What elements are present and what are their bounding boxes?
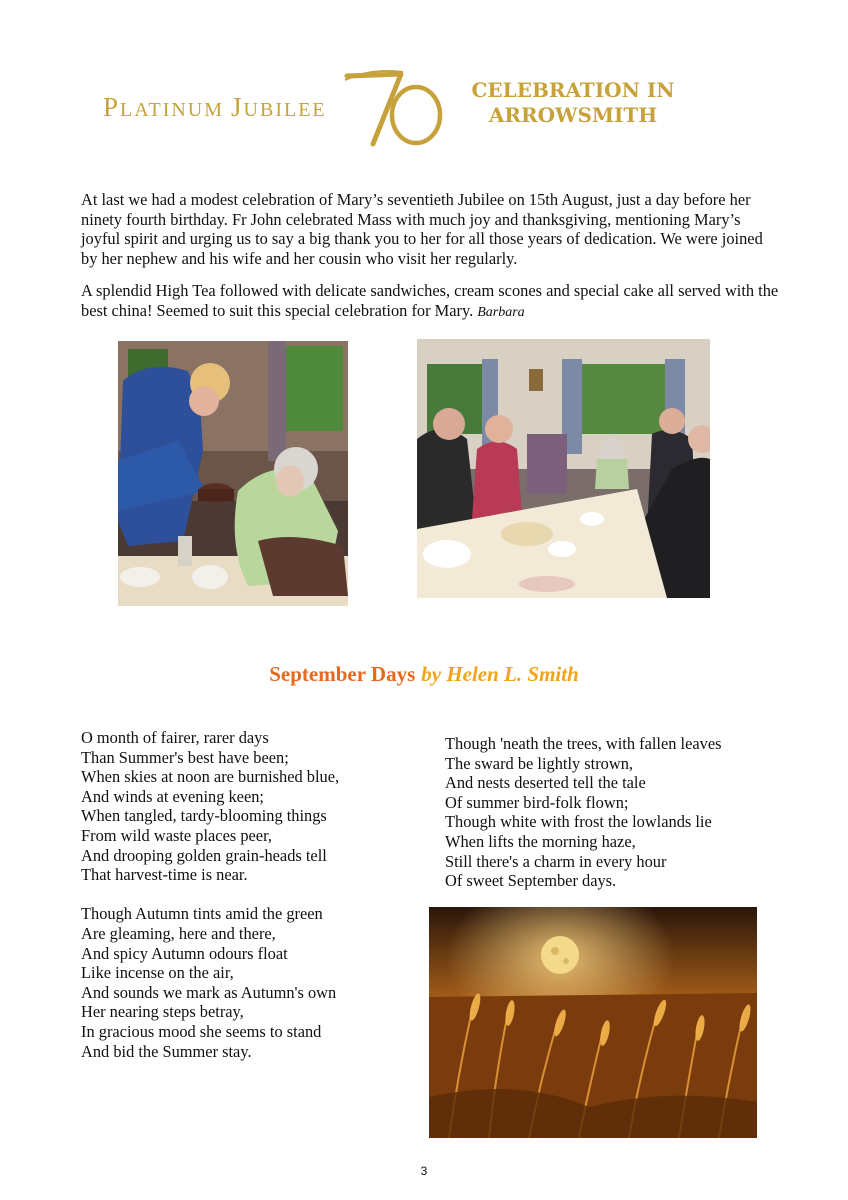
high-tea-group-photo xyxy=(417,339,710,598)
poem-line: Like incense on the air, xyxy=(81,963,234,983)
jubilee-70-logo-icon xyxy=(343,66,445,148)
poem-line: When tangled, tardy-blooming things xyxy=(81,806,327,826)
poem-column-2 xyxy=(445,734,722,891)
article-paragraph-2 xyxy=(81,281,781,322)
poem-line: And spicy Autumn odours float xyxy=(81,943,288,963)
poem-line: Her nearing steps betray, xyxy=(81,1002,244,1022)
author-signature: Barbara xyxy=(477,304,525,320)
poem-byline: by Helen L. Smith xyxy=(421,662,579,686)
poem-line: Though Autumn tints amid the green xyxy=(81,904,323,924)
poem-line: Than Summer's best have been; xyxy=(81,747,289,767)
poem-title-text: September Days xyxy=(269,662,416,686)
poem-line: And drooping golden grain-heads tell xyxy=(81,845,327,865)
poem-line: And nests deserted tell the tale xyxy=(445,773,646,793)
logo-cap-letter: J xyxy=(231,92,244,122)
stanza-break xyxy=(81,885,339,905)
poem-line: In gracious mood she seems to stand xyxy=(81,1021,322,1041)
logo-word: LATINUM xyxy=(120,99,225,121)
poem-line: Are gleaming, here and there, xyxy=(81,923,276,943)
article-paragraph-1: At last we had a modest celebration of Mary’s seventieth Jubilee on 15th August, just a day before her ninety fourth birthday. Fr John celebrated Mass with much joy and thanksgiving, mentioning Mary’s joyful spirit and urging us to say a big thank you to her for all those years of dedication. We were joined by her nephew and his wife and her cousin who visit her regularly. xyxy=(81,190,763,268)
poem-line: Of summer bird-folk flown; xyxy=(445,792,629,812)
poem-line: O month of fairer, rarer days xyxy=(81,728,269,747)
headline-line-1: CELEBRATION IN xyxy=(471,78,675,102)
poem-line: From wild waste places peer, xyxy=(81,825,272,845)
poem-line: Still there's a charm in every hour xyxy=(445,851,667,871)
poem-line: The sward be lightly strown, xyxy=(445,753,634,773)
page-number: 3 xyxy=(420,1164,428,1178)
wheat-field-moon-photo xyxy=(429,907,757,1138)
poem-line: Though white with frost the lowlands lie xyxy=(445,812,712,832)
poem-line: When skies at noon are burnished blue, xyxy=(81,767,340,787)
logo-cap-letter: P xyxy=(103,92,121,122)
poem-line: When lifts the morning haze, xyxy=(445,831,636,851)
poem-line: And winds at evening keen; xyxy=(81,786,264,806)
poem-column-1 xyxy=(81,728,339,1061)
poem-title xyxy=(0,662,848,687)
poem-line: Of sweet September days. xyxy=(445,871,617,891)
poem-line: And sounds we mark as Autumn's own xyxy=(81,982,337,1002)
poem-line: Though 'neath the trees, with fallen leaves xyxy=(445,734,722,753)
poem-line: And bid the Summer stay. xyxy=(81,1041,252,1061)
page-headline xyxy=(462,78,684,128)
logo-word: UBILEE xyxy=(243,99,327,121)
poem-line: That harvest-time is near. xyxy=(81,865,248,885)
paragraph-text: A splendid High Tea followed with delicate sandwiches, cream scones and special cake all served with the best china! Seemed to suit this special celebration for Mary. xyxy=(81,281,779,320)
cake-celebration-photo xyxy=(118,341,348,606)
platinum-jubilee-logo-text xyxy=(103,92,327,123)
headline-line-2: ARROWSMITH xyxy=(488,103,658,127)
